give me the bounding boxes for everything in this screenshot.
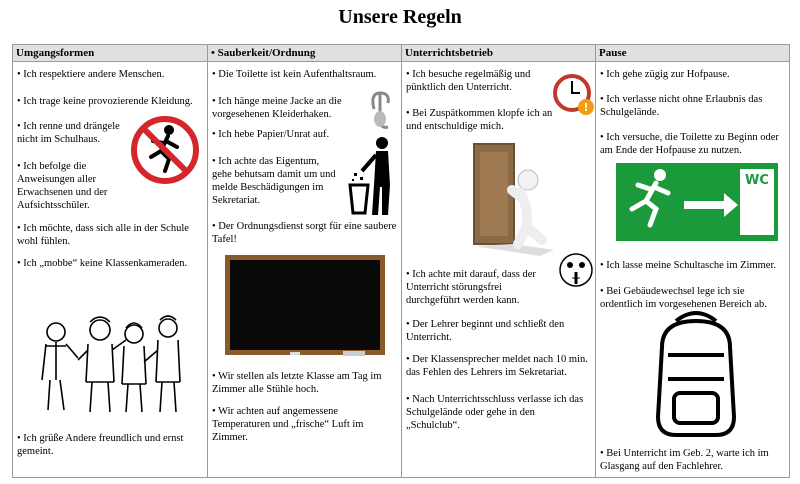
rule-item: • Ich möchte, dass sich alle in der Schule wohl fühlen. (17, 223, 189, 247)
rule-item: • Wir achten auf angemessene Temperaturen und „frische“ Luft im Zimmer. (212, 406, 364, 443)
trash-bin-icon (348, 135, 400, 217)
knocking-door-icon (470, 140, 562, 258)
column-unterrichtsbetrieb (402, 45, 596, 477)
rule-item: • Ich respektiere andere Menschen. (17, 69, 165, 80)
rule-item: • Ich grüße Andere freundlich und ernst gemeint. (17, 433, 184, 457)
rule-item: • Ich trage keine provozierende Kleidung. (17, 96, 193, 107)
column-header: Umgangsformen (13, 45, 207, 62)
rule-item: • Ich versuche, die Toilette zu Beginn oder am Ende der Hofpause zu nutzen. (600, 132, 779, 156)
rule-item: • Ich achte das Eigentum, gehe behutsam damit um und melde Beschädigungen im Sekretariat. (212, 156, 336, 206)
quiet-face-icon (558, 250, 594, 290)
rules-table (12, 44, 790, 478)
column-header: Unterrichtsbetrieb (402, 45, 595, 62)
rule-item: • Die Toilette ist kein Aufenthaltsraum. (212, 69, 377, 80)
wc-exit-sign (616, 163, 778, 241)
bullying-illustration-icon (38, 310, 188, 415)
rule-item: • Ich befolge die Anweisungen aller Erwachsenen und der Aufsichtsschüler. (17, 161, 108, 211)
column-umgangsformen (13, 45, 208, 477)
rule-item: • Ich achte mit darauf, dass der Unterricht störungsfrei durchgeführt werden kann. (406, 269, 536, 306)
rule-item: • Ich gehe zügig zur Hofpause. (600, 69, 730, 80)
rule-item: • Ich hänge meine Jacke an die vorgesehenen Kleiderhaken. (212, 96, 342, 120)
rule-item: • Bei Gebäudewechsel lege ich sie ordentlich im vorgesehenen Bereich ab. (600, 286, 767, 310)
rule-item: • Ich „mobbe“ keine Klassenkameraden. (17, 258, 188, 269)
column-header: Pause (596, 45, 789, 62)
rule-item: • Der Klassensprecher meldet nach 10 min. das Fehlen des Lehrers im Sekretariat. (406, 354, 588, 378)
rule-item: • Nach Unterrichtsschluss verlasse ich das Schulgelände oder gehe in den „Schulclub“. (406, 394, 584, 431)
school-backpack-icon (646, 307, 746, 442)
column-header: • Sauberkeit/Ordnung (208, 45, 401, 62)
rule-item: • Der Lehrer beginnt und schließt den Unterricht. (406, 319, 565, 343)
rule-item: • Ich lasse meine Schultasche im Zimmer. (600, 260, 777, 271)
rule-item: • Ich hebe Papier/Unrat auf. (212, 129, 330, 140)
svg-text:!: ! (583, 101, 589, 114)
alarm-clock-icon (552, 69, 596, 117)
rule-item: • Ich renne und drängele nicht im Schulhaus. (17, 121, 120, 145)
rule-item: • Ich besuche regelmäßig und pünktlich den Unterricht. (406, 69, 531, 93)
column-pause (596, 45, 789, 477)
page-title: Unsere Regeln (338, 6, 462, 28)
coat-hook-icon (366, 89, 396, 133)
rule-item: • Ich verlasse nicht ohne Erlaubnis das Schulgelände. (600, 94, 763, 118)
column-sauberkeit (208, 45, 402, 477)
rule-item: • Der Ordnungsdienst sorgt für eine saubere Tafel! (212, 221, 397, 245)
chalkboard-icon (225, 255, 385, 355)
no-running-icon (131, 113, 199, 187)
rule-item: • Bei Zuspätkommen klopfe ich an und entschuldige mich. (406, 108, 553, 132)
wc-sign-label: WC (745, 173, 769, 188)
rule-item: • Bei Unterricht im Geb. 2, warte ich im Glasgang auf den Fachlehrer. (600, 448, 769, 472)
rule-item: • Wir stellen als letzte Klasse am Tag im Zimmer alle Stühle hoch. (212, 371, 382, 395)
